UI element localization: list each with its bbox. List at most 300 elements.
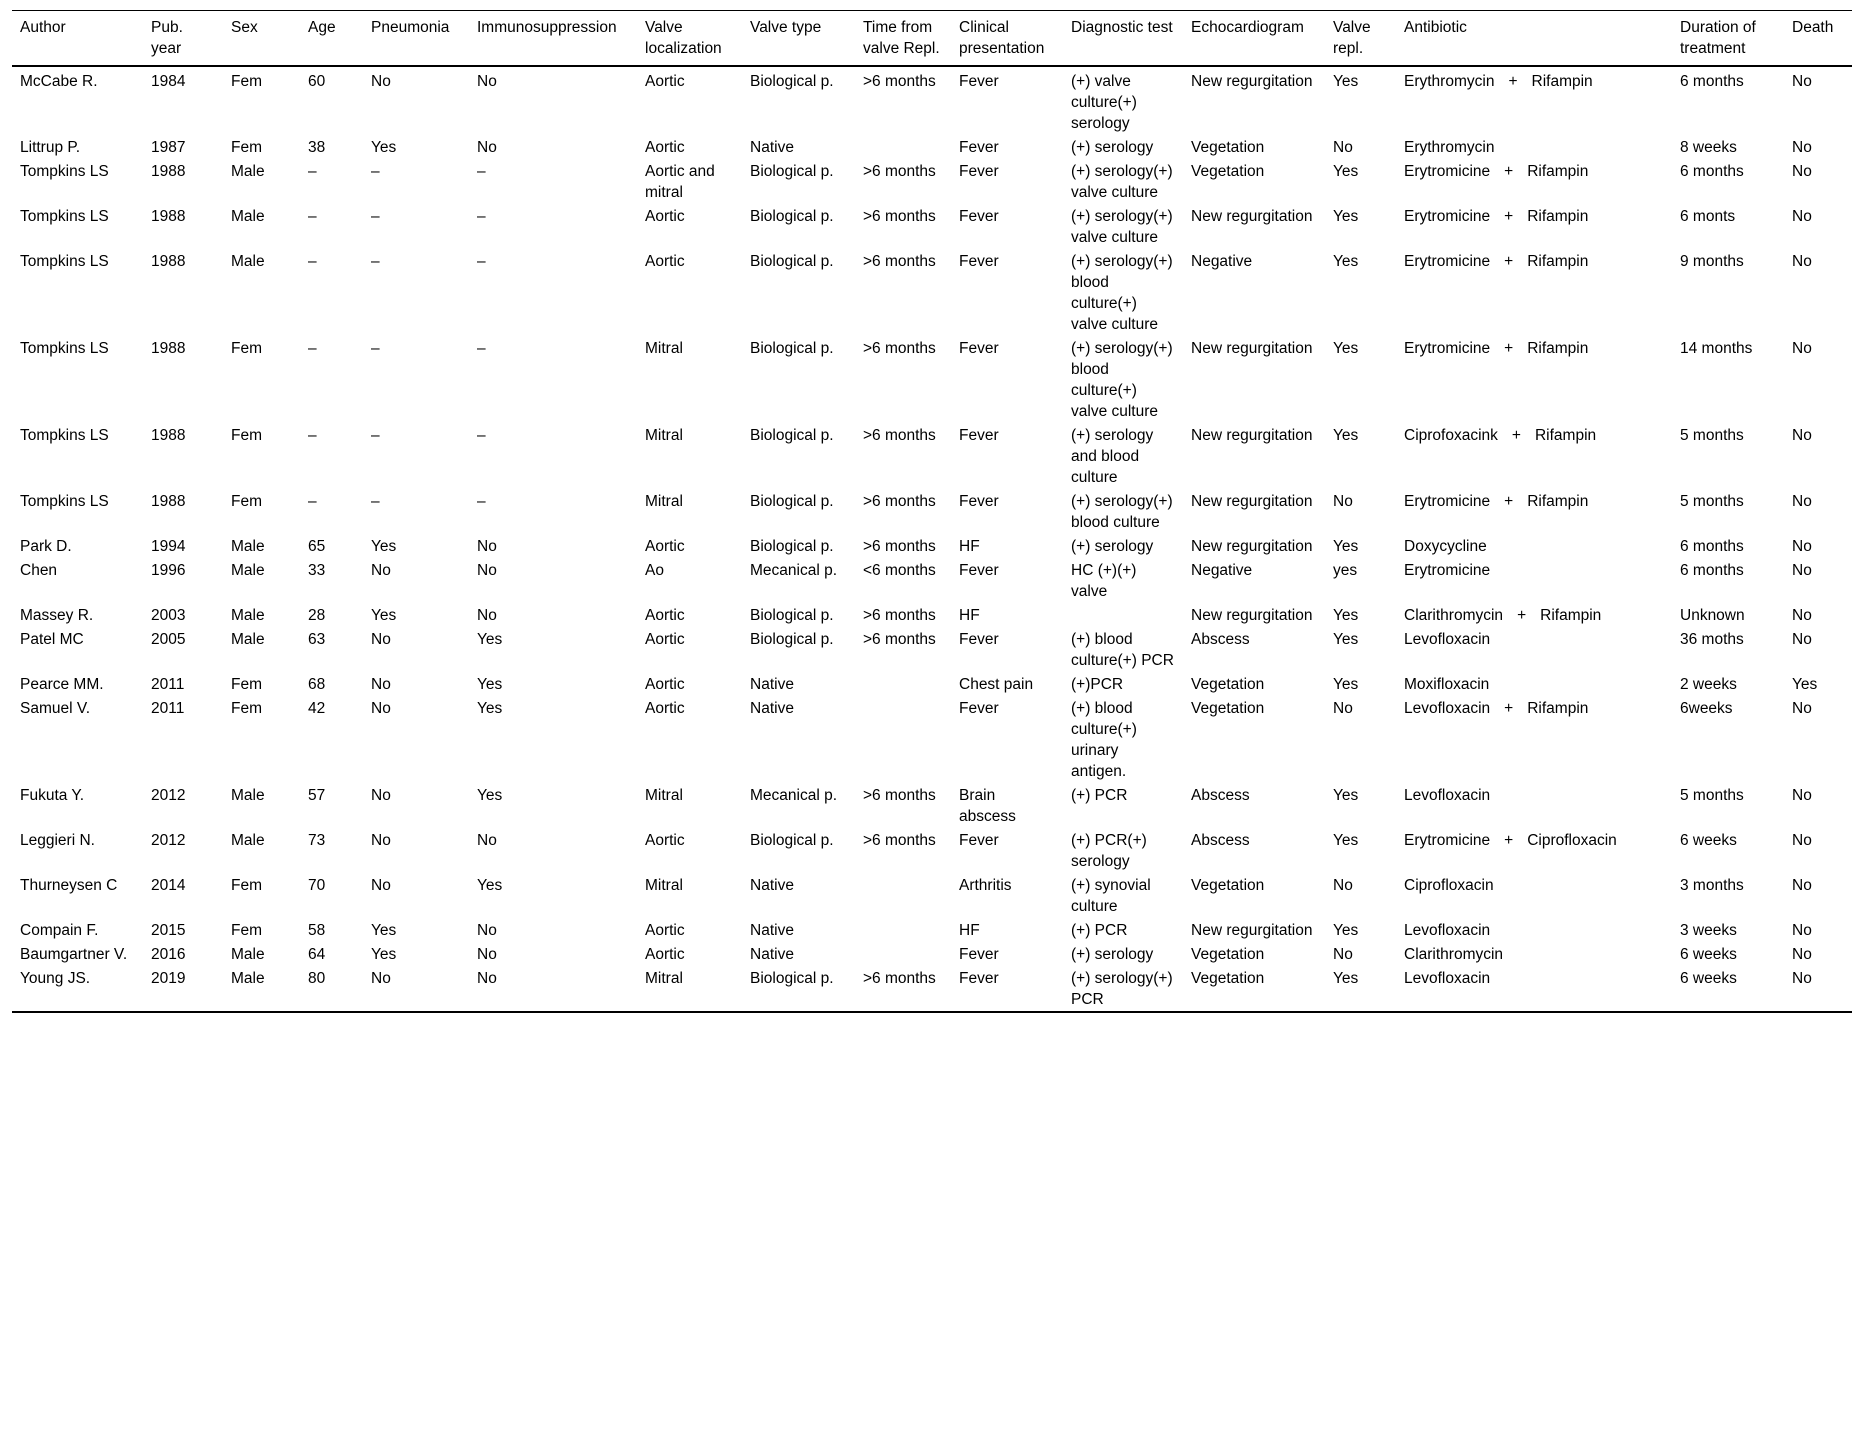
plus-sign: + <box>1504 700 1514 717</box>
table-cell: Vegetation <box>1191 877 1265 894</box>
table-cell: Fem <box>231 676 262 693</box>
table-cell: Yes <box>1333 607 1359 624</box>
table-cell: yes <box>1333 562 1358 579</box>
table-cell: Massey R. <box>20 607 94 624</box>
antibiotic-name: Erytromicine <box>1404 340 1491 357</box>
table-cell: No <box>371 562 391 579</box>
table-cell: No <box>1333 877 1353 894</box>
table-cell: Arthritis <box>959 877 1012 894</box>
antibiotic-cell <box>1396 159 1672 204</box>
table-cell: Compain F. <box>20 922 99 939</box>
table-cell: Aortic and mitral <box>645 163 715 201</box>
plus-sign: + <box>1504 163 1514 180</box>
table-cell: No <box>1333 139 1353 156</box>
table-cell: Biological p. <box>750 631 834 648</box>
table-cell: Ao <box>645 562 664 579</box>
table-cell: Yes <box>1333 832 1359 849</box>
table-cell: Biological p. <box>750 73 834 90</box>
table-cell: Biological p. <box>750 163 834 180</box>
antibiotic-name: Rifampin <box>1527 253 1589 270</box>
antibiotic-cell <box>1396 534 1672 558</box>
table-cell: 5 months <box>1680 787 1744 804</box>
table-cell: No <box>477 832 497 849</box>
table-cell: Negative <box>1191 562 1253 579</box>
table-cell: Brain abscess <box>959 787 1016 825</box>
table-row <box>12 672 1852 696</box>
table-cell: 14 months <box>1680 340 1753 357</box>
table-cell: 1988 <box>151 493 186 510</box>
table-cell: Yes <box>371 607 397 624</box>
table-cell: Male <box>231 253 265 270</box>
antibiotic-name: Erytromicine <box>1404 832 1491 849</box>
table-cell: No <box>371 676 391 693</box>
column-header: Time from valve Repl. <box>863 19 940 57</box>
table-cell: No <box>1792 163 1812 180</box>
table-cell: Yes <box>477 877 503 894</box>
table-cell: Negative <box>1191 253 1253 270</box>
table-cell: Mecanical p. <box>750 562 838 579</box>
table-cell: Pearce MM. <box>20 676 104 693</box>
table-cell <box>855 672 951 696</box>
antibiotic-name: Rifampin <box>1527 208 1589 225</box>
table-cell: Fever <box>959 970 999 987</box>
table-cell: 2011 <box>151 700 185 717</box>
table-cell: Mitral <box>645 427 683 444</box>
table-cell: Leggieri N. <box>20 832 95 849</box>
table-cell: (+) serology <box>1071 946 1154 963</box>
table-cell: 2016 <box>151 946 186 963</box>
table-cell: Mitral <box>645 493 683 510</box>
table-cell: Vegetation <box>1191 676 1265 693</box>
antibiotic-cell <box>1396 783 1672 828</box>
table-cell: Fever <box>959 163 999 180</box>
antibiotic-name: Clarithromycin <box>1404 946 1504 963</box>
table-cell: (+) PCR <box>1071 787 1128 804</box>
table-cell: 33 <box>308 562 326 579</box>
table-cell: HF <box>959 922 980 939</box>
table-cell: >6 months <box>863 607 936 624</box>
antibiotic-name: Erythromycin <box>1404 73 1495 90</box>
table-cell: Yes <box>371 922 397 939</box>
table-cell: Aortic <box>645 73 685 90</box>
column-header: Echocardiogram <box>1191 19 1304 36</box>
table-cell: Native <box>750 139 794 156</box>
plus-sign: + <box>1508 73 1518 90</box>
table-cell: Fem <box>231 922 262 939</box>
table-cell: No <box>477 562 497 579</box>
table-cell: Samuel V. <box>20 700 91 717</box>
table-header <box>12 11 1852 67</box>
table-cell: No <box>1792 427 1812 444</box>
table-cell: Native <box>750 946 794 963</box>
table-cell: No <box>1792 700 1812 717</box>
table-cell: No <box>1792 139 1812 156</box>
table-cell: Abscess <box>1191 832 1250 849</box>
table-cell: New regurgitation <box>1191 607 1313 624</box>
table-cell: Biological p. <box>750 493 834 510</box>
table-cell: Fever <box>959 562 999 579</box>
table-cell: 6 months <box>1680 562 1744 579</box>
table-cell: 2012 <box>151 787 186 804</box>
table-cell: Vegetation <box>1191 700 1265 717</box>
table-cell: >6 months <box>863 787 936 804</box>
table-cell: Fever <box>959 253 999 270</box>
table-cell: Tompkins LS <box>20 340 109 357</box>
antibiotic-name: Rifampin <box>1527 700 1589 717</box>
antibiotic-cell <box>1396 918 1672 942</box>
table-cell: 1988 <box>151 163 186 180</box>
table-cell: Fever <box>959 631 999 648</box>
table-cell: Biological p. <box>750 340 834 357</box>
table-cell: – <box>371 163 380 180</box>
table-cell: Fever <box>959 139 999 156</box>
table-cell: Yes <box>1333 676 1359 693</box>
table-cell: – <box>477 253 486 270</box>
table-cell: 6weeks <box>1680 700 1733 717</box>
table-cell: Male <box>231 562 265 579</box>
antibiotic-name: Levofloxacin <box>1404 787 1491 804</box>
table-cell: Aortic <box>645 946 685 963</box>
table-cell: No <box>371 700 391 717</box>
table-cell: (+) PCR <box>1071 922 1128 939</box>
antibiotic-name: Erytromicine <box>1404 163 1491 180</box>
antibiotic-cell <box>1396 423 1672 489</box>
table-cell: Aortic <box>645 631 685 648</box>
table-cell: 58 <box>308 922 326 939</box>
antibiotic-name: Rifampin <box>1527 340 1589 357</box>
table-cell: Aortic <box>645 253 685 270</box>
plus-sign: + <box>1517 607 1527 624</box>
table-cell: No <box>1792 607 1812 624</box>
table-cell: (+) serology(+) blood culture(+) valve culture <box>1071 253 1173 333</box>
antibiotic-cell <box>1396 672 1672 696</box>
table-row <box>12 66 1852 135</box>
table-cell: Fever <box>959 340 999 357</box>
table-cell <box>855 918 951 942</box>
table-cell: >6 months <box>863 832 936 849</box>
table-cell: No <box>371 73 391 90</box>
table-cell: 6 months <box>1680 538 1744 555</box>
table-cell: No <box>1333 700 1353 717</box>
table-cell: >6 months <box>863 538 936 555</box>
table-cell: Yes <box>1333 922 1359 939</box>
table-cell: Yes <box>1333 340 1359 357</box>
table-cell: – <box>371 493 380 510</box>
antibiotic-name: Rifampin <box>1534 427 1597 444</box>
table-cell: (+) serology(+) valve culture <box>1071 163 1173 201</box>
table-cell: No <box>1792 877 1812 894</box>
table-cell: – <box>308 493 317 510</box>
plus-sign: + <box>1511 427 1521 444</box>
table-cell: Yes <box>1333 427 1359 444</box>
table-cell: (+)PCR <box>1071 676 1124 693</box>
antibiotic-cell <box>1396 828 1672 873</box>
table-cell: 1984 <box>151 73 186 90</box>
table-cell: Young JS. <box>20 970 91 987</box>
case-table <box>12 10 1852 1013</box>
table-cell: 2012 <box>151 832 186 849</box>
table-row <box>12 696 1852 783</box>
table-cell: (+) blood culture(+) urinary antigen. <box>1071 700 1137 780</box>
table-cell: Aortic <box>645 922 685 939</box>
table-cell: 6 weeks <box>1680 970 1737 987</box>
table-cell: 3 months <box>1680 877 1744 894</box>
table-cell: Fem <box>231 73 262 90</box>
table-cell: No <box>1333 493 1353 510</box>
table-cell: – <box>371 340 380 357</box>
table-row <box>12 918 1852 942</box>
table-cell: No <box>477 607 497 624</box>
table-container <box>10 0 1858 1436</box>
table-cell: Mitral <box>645 340 683 357</box>
table-cell: New regurgitation <box>1191 538 1313 555</box>
table-cell: Chest pain <box>959 676 1034 693</box>
table-row <box>12 249 1852 336</box>
table-cell: Baumgartner V. <box>20 946 128 963</box>
plus-sign: + <box>1504 208 1514 225</box>
table-cell: 1994 <box>151 538 186 555</box>
table-cell: Male <box>231 607 265 624</box>
column-header: Diagnostic test <box>1071 19 1173 36</box>
table-cell: Native <box>750 676 794 693</box>
table-cell: Mitral <box>645 787 683 804</box>
antibiotic-name: Moxifloxacin <box>1404 676 1490 693</box>
antibiotic-name: Erythromycin <box>1404 139 1495 156</box>
table-cell: Fem <box>231 340 262 357</box>
table-cell: Male <box>231 208 265 225</box>
table-cell: 6 months <box>1680 73 1744 90</box>
table-cell: 2019 <box>151 970 186 987</box>
table-cell <box>1063 603 1183 627</box>
table-cell: Fever <box>959 208 999 225</box>
table-cell: No <box>371 970 391 987</box>
plus-sign: + <box>1504 832 1514 849</box>
table-cell: 9 months <box>1680 253 1744 270</box>
antibiotic-cell <box>1396 603 1672 627</box>
table-cell: – <box>308 253 317 270</box>
table-cell: 70 <box>308 877 326 894</box>
table-cell: – <box>371 253 380 270</box>
table-cell: Tompkins LS <box>20 493 109 510</box>
table-cell: Fem <box>231 877 262 894</box>
table-cell: New regurgitation <box>1191 73 1313 90</box>
table-cell: Fukuta Y. <box>20 787 85 804</box>
table-cell: New regurgitation <box>1191 427 1313 444</box>
table-cell: <6 months <box>863 562 936 579</box>
table-cell: – <box>308 427 317 444</box>
table-cell: (+) valve culture(+) serology <box>1071 73 1137 132</box>
table-cell: (+) synovial culture <box>1071 877 1151 915</box>
table-cell: Yes <box>1333 787 1359 804</box>
table-row <box>12 159 1852 204</box>
table-cell: 2003 <box>151 607 186 624</box>
antibiotic-name: Levofloxacin <box>1404 970 1491 987</box>
table-cell: 8 weeks <box>1680 139 1737 156</box>
table-cell: Fem <box>231 700 262 717</box>
table-cell: Biological p. <box>750 538 834 555</box>
table-cell: Yes <box>1333 631 1359 648</box>
antibiotic-name: Levofloxacin <box>1404 631 1491 648</box>
antibiotic-cell <box>1396 696 1672 783</box>
table-cell: HF <box>959 538 980 555</box>
table-cell: Male <box>231 832 265 849</box>
table-cell: No <box>477 946 497 963</box>
antibiotic-name: Doxycycline <box>1404 538 1487 555</box>
table-cell: – <box>477 427 486 444</box>
table-cell: (+) serology(+) PCR <box>1071 970 1173 1008</box>
table-cell: >6 months <box>863 208 936 225</box>
table-cell: 3 weeks <box>1680 922 1737 939</box>
table-cell: No <box>1792 787 1812 804</box>
table-cell: Yes <box>1333 253 1359 270</box>
table-cell: 2015 <box>151 922 186 939</box>
table-cell: No <box>477 73 497 90</box>
table-cell: Yes <box>1792 676 1818 693</box>
table-cell: No <box>371 787 391 804</box>
table-row <box>12 873 1852 918</box>
table-cell <box>855 696 951 783</box>
table-cell: Mitral <box>645 970 683 987</box>
table-cell: Yes <box>1333 970 1359 987</box>
table-cell: Yes <box>371 946 397 963</box>
table-cell: Fever <box>959 832 999 849</box>
column-header: Immunosuppression <box>477 19 617 36</box>
table-cell: Aortic <box>645 700 685 717</box>
table-cell: Fever <box>959 946 999 963</box>
table-cell: No <box>1792 73 1812 90</box>
table-cell: >6 months <box>863 493 936 510</box>
table-cell: Native <box>750 877 794 894</box>
column-header: Pub. year <box>151 19 183 57</box>
table-cell: Fever <box>959 493 999 510</box>
antibiotic-name: Rifampin <box>1527 493 1589 510</box>
column-header: Valve repl. <box>1333 19 1371 57</box>
table-cell: 6 months <box>1680 163 1744 180</box>
table-cell: 36 moths <box>1680 631 1744 648</box>
table-cell: (+) serology(+) blood culture(+) valve culture <box>1071 340 1173 420</box>
table-cell: No <box>1333 946 1353 963</box>
table-cell: (+) serology <box>1071 538 1154 555</box>
antibiotic-cell <box>1396 66 1672 135</box>
antibiotic-cell <box>1396 489 1672 534</box>
table-cell: Littrup P. <box>20 139 81 156</box>
table-cell: >6 months <box>863 340 936 357</box>
table-cell: 42 <box>308 700 326 717</box>
table-cell: No <box>1792 631 1812 648</box>
table-cell: Yes <box>371 538 397 555</box>
table-cell: Mitral <box>645 877 683 894</box>
antibiotic-name: Ciprofoxacink <box>1404 427 1498 444</box>
table-cell: No <box>1792 208 1812 225</box>
table-row <box>12 135 1852 159</box>
table-cell: – <box>477 208 486 225</box>
antibiotic-name: Levofloxacin <box>1404 700 1491 717</box>
table-cell: Tompkins LS <box>20 253 109 270</box>
table-cell: Yes <box>1333 208 1359 225</box>
table-cell: Aortic <box>645 538 685 555</box>
antibiotic-cell <box>1396 135 1672 159</box>
table-cell: 5 months <box>1680 493 1744 510</box>
table-cell: 6 weeks <box>1680 946 1737 963</box>
table-row <box>12 204 1852 249</box>
table-cell: No <box>371 832 391 849</box>
antibiotic-name: Ciprofloxacin <box>1527 832 1617 849</box>
table-cell: 57 <box>308 787 326 804</box>
table-cell: No <box>477 538 497 555</box>
table-cell: Aortic <box>645 208 685 225</box>
table-cell: No <box>1792 253 1812 270</box>
table-cell: New regurgitation <box>1191 493 1313 510</box>
table-cell: 38 <box>308 139 326 156</box>
table-cell: (+) serology(+) valve culture <box>1071 208 1173 246</box>
table-cell: No <box>1792 340 1812 357</box>
antibiotic-cell <box>1396 873 1672 918</box>
table-cell: Aortic <box>645 139 685 156</box>
column-header: Death <box>1792 19 1834 36</box>
table-cell: Mecanical p. <box>750 787 838 804</box>
table-cell: – <box>371 427 380 444</box>
table-cell: 1987 <box>151 139 186 156</box>
table-cell: (+) serology(+) blood culture <box>1071 493 1173 531</box>
table-row <box>12 336 1852 423</box>
table-cell: Yes <box>477 676 503 693</box>
antibiotic-cell <box>1396 336 1672 423</box>
table-cell: Biological p. <box>750 970 834 987</box>
table-cell: Aortic <box>645 676 685 693</box>
table-cell: – <box>308 208 317 225</box>
antibiotic-name: Ciprofloxacin <box>1404 877 1494 894</box>
table-cell: Biological p. <box>750 253 834 270</box>
table-cell: Yes <box>1333 163 1359 180</box>
table-cell <box>855 942 951 966</box>
antibiotic-cell <box>1396 966 1672 1012</box>
table-cell: >6 months <box>863 970 936 987</box>
table-cell <box>855 135 951 159</box>
table-cell: HF <box>959 607 980 624</box>
table-cell: Native <box>750 700 794 717</box>
table-cell: Male <box>231 946 265 963</box>
table-cell: 1996 <box>151 562 186 579</box>
column-header: Sex <box>231 19 258 36</box>
antibiotic-name: Erytromicine <box>1404 253 1491 270</box>
table-cell: Yes <box>477 700 503 717</box>
column-header: Duration of treatment <box>1680 19 1756 57</box>
column-header: Antibiotic <box>1404 19 1467 36</box>
table-cell: Fever <box>959 73 999 90</box>
table-cell: No <box>477 139 497 156</box>
table-cell: 6 weeks <box>1680 832 1737 849</box>
table-row <box>12 534 1852 558</box>
table-cell: No <box>1792 946 1812 963</box>
table-cell: 64 <box>308 946 326 963</box>
header-row <box>12 11 1852 67</box>
table-cell: 2011 <box>151 676 185 693</box>
table-cell: Yes <box>371 139 397 156</box>
table-cell: Male <box>231 787 265 804</box>
table-cell: 1988 <box>151 208 186 225</box>
table-row <box>12 942 1852 966</box>
table-cell: 80 <box>308 970 326 987</box>
table-cell: No <box>1792 493 1812 510</box>
column-header: Pneumonia <box>371 19 450 36</box>
column-header: Age <box>308 19 336 36</box>
table-row <box>12 966 1852 1012</box>
table-row <box>12 603 1852 627</box>
table-cell: Abscess <box>1191 631 1250 648</box>
table-cell: Male <box>231 163 265 180</box>
plus-sign: + <box>1504 340 1514 357</box>
table-cell: Native <box>750 922 794 939</box>
